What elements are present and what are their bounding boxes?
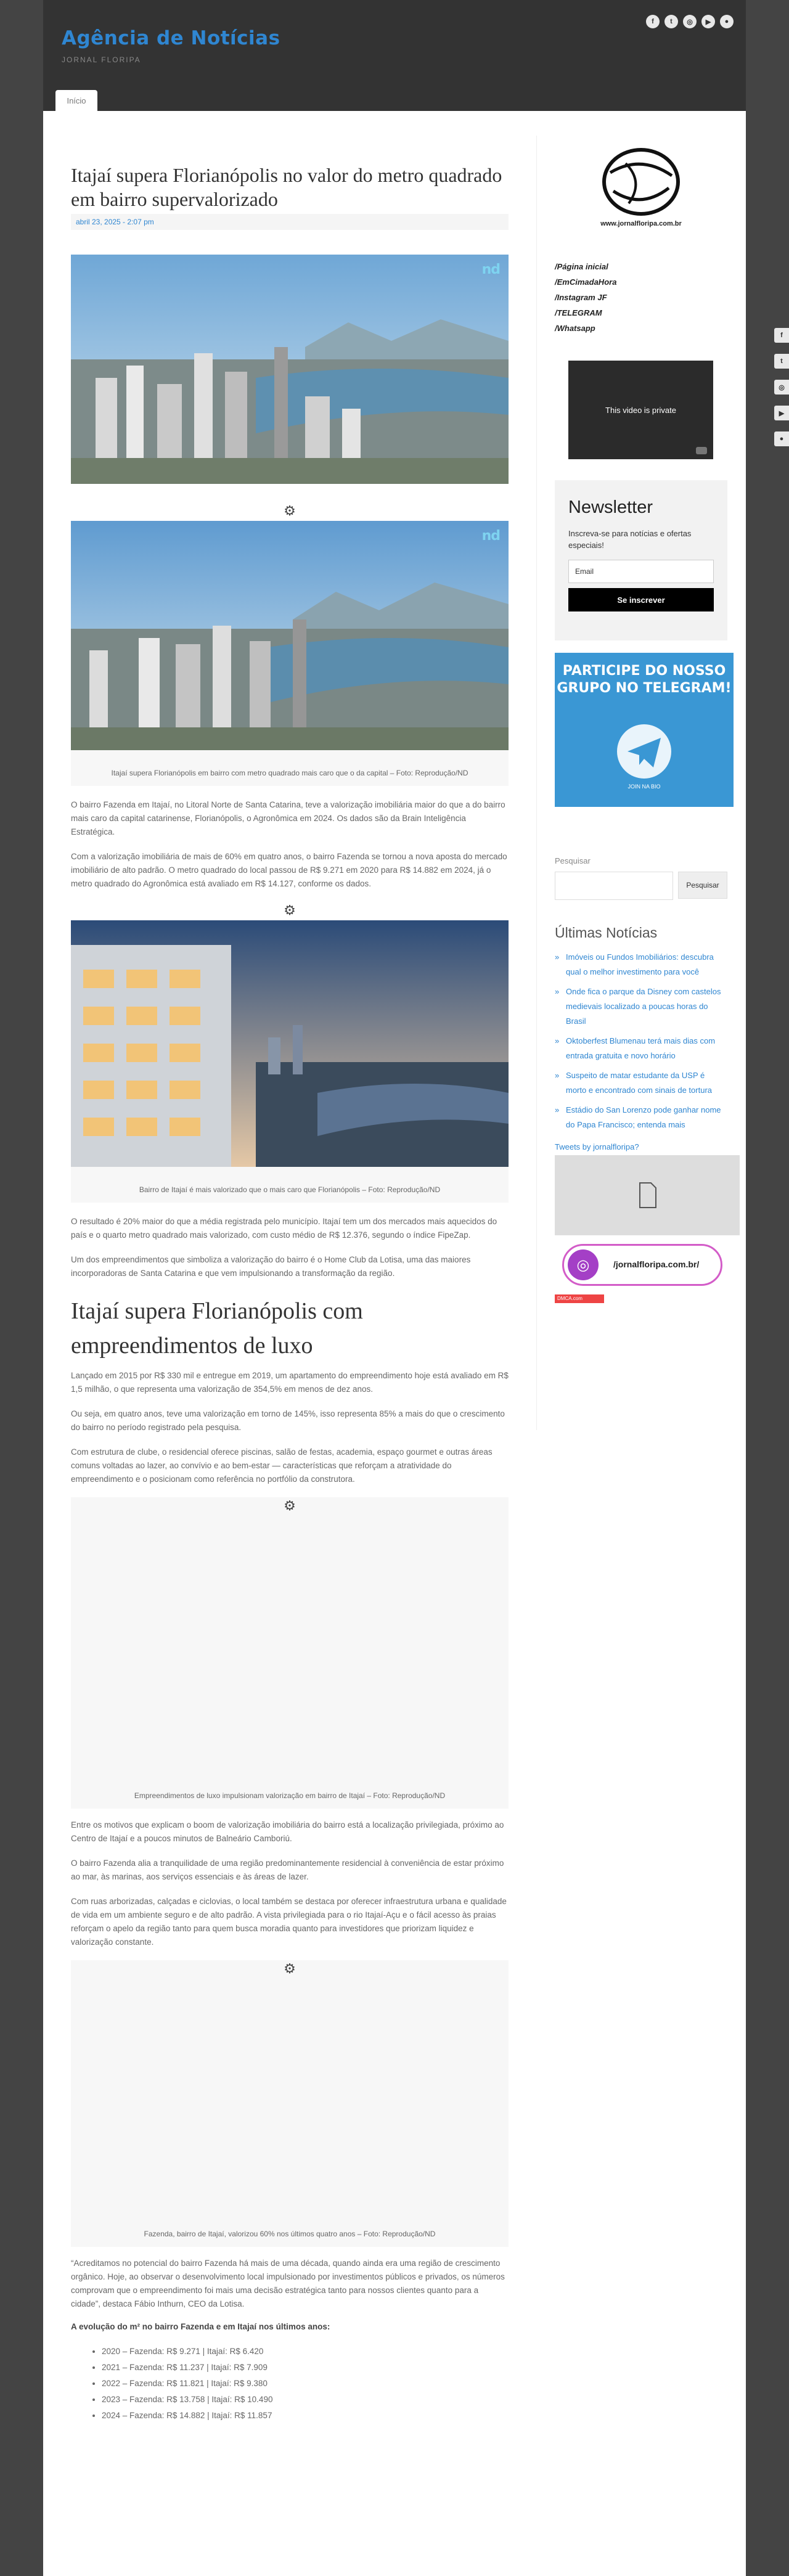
jornal-floripa-logo[interactable]: [555, 145, 727, 253]
figure-3: [71, 1497, 509, 1809]
tweets-embed[interactable]: [555, 1155, 740, 1235]
figure-caption-3: Empreendimentos de luxo impulsionam valorização em bairro de Itajaí – Foto: Reprodução/ND: [134, 1791, 446, 1800]
instagram-banner[interactable]: [562, 1244, 722, 1286]
jf-logo-mark: [555, 145, 727, 219]
facebook-icon[interactable]: f: [774, 328, 789, 343]
telegram-text: PARTICIPE DO NOSSO GRUPO NO TELEGRAM!: [557, 663, 732, 696]
figure-caption-1: Itajaí supera Florianópolis em bairro com metro quadrado mais caro que o da capital – Foto: Reprodução/ND: [111, 769, 468, 777]
list-item: • 2021 – Fazenda: R$ 11.237 | Itajaí: R$ 7.909: [102, 2360, 509, 2376]
paragraph-4: Um dos empreendimentos que simboliza a valorização do bairro é o Home Club da Lotisa, uma das maiores incorporadoras de Santa Catarina e que vem impulsionando a transformação da região.: [71, 1255, 471, 1278]
subscribe-button[interactable]: Se inscrever: [568, 588, 714, 611]
recent-posts-title: Últimas Notícias: [555, 925, 658, 941]
paragraph-11: “Acreditamos no potencial do bairro Fazenda há mais de uma década, quando ainda era uma região de crescimento orgânico. Hoje, ao observar o desenvolvimento local impulsionado por investimentos públicos e privados, os números comprovam que o empreendimento foi mais uma decisão estratégica tanto para nossos clientes quanto para a cidade”, destaca Fábio Inthurn, CEO da Lotisa.: [71, 2259, 505, 2308]
sidebar-link[interactable]: /Página inicial: [555, 262, 608, 271]
sidebar-link[interactable]: /TELEGRAM: [555, 308, 602, 317]
sidebar-link[interactable]: /Instagram JF: [555, 293, 607, 302]
broken-file-icon: [555, 1155, 740, 1235]
list-item: • 2022 – Fazenda: R$ 11.821 | Itajaí: R$ 9.380: [102, 2376, 509, 2392]
newsletter-title: Newsletter: [568, 497, 653, 517]
list-item: • 2024 – Fazenda: R$ 14.882 | Itajaí: R$ 11.857: [102, 2408, 509, 2424]
newsletter-desc: Inscreva-se para notícias e ofertas especiais!: [568, 529, 692, 550]
loading-icon-3: ⚙: [284, 1498, 296, 1513]
facebook-icon[interactable]: f: [646, 15, 660, 28]
recent-post[interactable]: » Suspeito de matar estudante da USP é morto e encontrado com sinais de tortura: [555, 1068, 727, 1098]
city-photo-2: [71, 521, 509, 750]
recent-post[interactable]: » Estádio do San Lorenzo pode ganhar nome do Papa Francisco; entenda mais: [555, 1103, 727, 1132]
header-social: [646, 15, 734, 28]
figure-caption-4: Fazenda, bairro de Itajaí, valorizou 60% nos últimos quatro anos – Foto: Reprodução/ND: [144, 2230, 436, 2238]
nav-home-tab[interactable]: Início: [55, 90, 97, 111]
figure-4: [71, 1960, 509, 2247]
instagram-icon: ◎: [568, 1249, 599, 1280]
paragraph-10: Com ruas arborizadas, calçadas e ciclovias, o local também se destaca por oferecer infraestrutura urbana e qualidade de vida em um ambiente seguro e de alto padrão. A vista privilegiada para o rio Itajaí-Açu e o fácil acesso às praias reforçam o apelo da região tanto para quem busca moradia quanto para investidores que priorizam liquidez e valorização constante.: [71, 1897, 507, 1947]
evolution-list: [71, 2344, 509, 2424]
user-icon[interactable]: ●: [774, 431, 789, 446]
sidebar-links: [555, 259, 727, 336]
figure-2: [71, 920, 509, 1203]
page-body: [43, 111, 746, 2576]
youtube-icon[interactable]: ▶: [774, 406, 789, 420]
email-field[interactable]: Email: [568, 560, 714, 583]
paragraph-1: O bairro Fazenda em Itajaí, no Litoral Norte de Santa Catarina, teve a valorização imobiliária maior do que a do bairro mais caro da capital catarinense, Florianópolis, o Agronômica em 2024. Os dados são da Brain Inteligência Estratégica.: [71, 800, 505, 836]
floating-social-bar: [774, 328, 789, 446]
search-input[interactable]: [555, 872, 673, 900]
nd-logo: nd: [481, 262, 500, 277]
site-tagline: JORNAL FLORIPA: [62, 55, 141, 64]
figure-caption-2: Bairro de Itajaí é mais valorizado que o mais caro que Florianópolis – Foto: Reprodução/ND: [139, 1185, 441, 1194]
section-heading: Itajaí supera Florianópolis com empreendimentos de luxo: [71, 1298, 363, 1359]
figure-image: [71, 521, 509, 750]
article-date: [71, 214, 509, 230]
recent-post[interactable]: » Onde fica o parque da Disney com castelos medievais localizado a poucas horas do Brasil: [555, 984, 727, 1029]
evolution-title: A evolução do m² no bairro Fazenda e em Itajaí nos últimos anos:: [71, 2322, 330, 2331]
figure-1: [71, 521, 509, 786]
telegram-banner[interactable]: [555, 653, 734, 807]
video-message: This video is private: [605, 405, 676, 415]
list-item: • 2023 – Fazenda: R$ 13.758 | Itajaí: R$ 10.490: [102, 2392, 509, 2408]
sidebar-link[interactable]: /Whatsapp: [555, 324, 595, 333]
loading-icon-2: ⚙: [284, 902, 296, 918]
sidebar: [555, 145, 732, 1303]
recent-post[interactable]: » Imóveis ou Fundos Imobiliários: descubra qual o melhor investimento para você: [555, 950, 727, 979]
arrow-icon: »: [555, 952, 560, 962]
paragraph-9: O bairro Fazenda alia a tranquilidade de uma região predominantemente residencial à conveniência de estar próximo ao mar, às marinas, aos serviços essenciais e às áreas de lazer.: [71, 1858, 504, 1881]
youtube-icon[interactable]: [696, 447, 707, 454]
paragraph-6: Ou seja, em quatro anos, teve uma valorização em torno de 145%, isso representa 85% a mais do que o crescimento do bairro no período registrado pela pesquisa.: [71, 1409, 505, 1432]
paragraph-2: Com a valorização imobiliária de mais de 60% em quatro anos, o bairro Fazenda se tornou a nova aposta do mercado imobiliário de alto padrão. O metro quadrado do local passou de R$ 9.271 em 2020 para R$ 14.882 em 2024, já o metro quadrado do Agronômica está avaliado em R$ 14.127, conforme os dados.: [71, 852, 507, 888]
content-divider: [536, 136, 537, 1430]
loading-icon: ⚙: [284, 503, 296, 518]
list-item: • 2020 – Fazenda: R$ 9.271 | Itajaí: R$ 6.420: [102, 2344, 509, 2360]
video-embed[interactable]: [568, 361, 713, 459]
user-icon[interactable]: ●: [720, 15, 734, 28]
paragraph-8: Entre os motivos que explicam o boom de valorização imobiliária do bairro está a localização privilegiada, próximo ao Centro de Itajaí e a poucos minutos de Balneário Camboriú.: [71, 1820, 504, 1843]
telegram-footnote: JOIN NA BIO: [628, 783, 661, 790]
logo-url: www.jornalfloripa.com.br: [600, 220, 682, 227]
site-header: [43, 0, 746, 111]
recent-post[interactable]: » Oktoberfest Blumenau terá mais dias com entrada gratuita e novo horário: [555, 1034, 727, 1063]
sidebar-link[interactable]: /EmCimadaHora: [555, 277, 617, 287]
hero-image: [71, 255, 509, 484]
dmca-badge[interactable]: DMCA.com: [555, 1294, 604, 1303]
paragraph-7: Com estrutura de clube, o residencial oferece piscinas, salão de festas, academia, espaço gourmet e outras áreas comuns voltadas ao lazer, ao convívio e ao bem-estar — características que reforçam a atratividade do empreendimento e o posicionam como referência no portfólio da construtora.: [71, 1447, 493, 1484]
loading-icon-4: ⚙: [284, 1961, 296, 1976]
paragraph-5: Lançado em 2015 por R$ 330 mil e entregue em 2019, um apartamento do empreendimento hoje está avaliado em R$ 1,5 milhão, o que representa uma valorização de 354,5% em menos de dez anos.: [71, 1371, 509, 1394]
article: [71, 163, 509, 2424]
date-link[interactable]: abril 23, 2025 - 2:07 pm: [76, 218, 154, 226]
night-photo: [71, 920, 509, 1167]
paragraph-3: O resultado é 20% maior do que a média registrada pelo município. Itajaí tem um dos mercados mais aquecidos do país e o quarto metro quadrado mais valorizado, com custo médio de R$ 12.376, segundo o índice FipeZap.: [71, 1217, 497, 1240]
site-title[interactable]: Agência de Notícias: [62, 27, 280, 49]
twitter-icon[interactable]: t: [664, 15, 678, 28]
search-label: Pesquisar: [555, 856, 591, 865]
arrow-icon: »: [555, 1105, 560, 1114]
instagram-icon[interactable]: ◎: [774, 380, 789, 395]
city-photo: [71, 255, 509, 484]
twitter-icon[interactable]: t: [774, 354, 789, 369]
tweets-link[interactable]: Tweets by jornalfloripa?: [555, 1142, 639, 1151]
arrow-icon: »: [555, 1036, 560, 1045]
instagram-handle: /jornalfloripa.com.br/: [613, 1259, 700, 1269]
youtube-icon[interactable]: ▶: [701, 15, 715, 28]
instagram-icon[interactable]: ◎: [683, 15, 697, 28]
arrow-icon: »: [555, 1071, 560, 1080]
search-button[interactable]: Pesquisar: [678, 872, 727, 899]
newsletter-widget: [555, 480, 727, 640]
arrow-icon: »: [555, 987, 560, 996]
search-form: [555, 872, 727, 900]
nd-logo-2: nd: [481, 528, 500, 544]
article-title: Itajaí supera Florianópolis no valor do metro quadrado em bairro supervalorizado: [71, 164, 502, 210]
